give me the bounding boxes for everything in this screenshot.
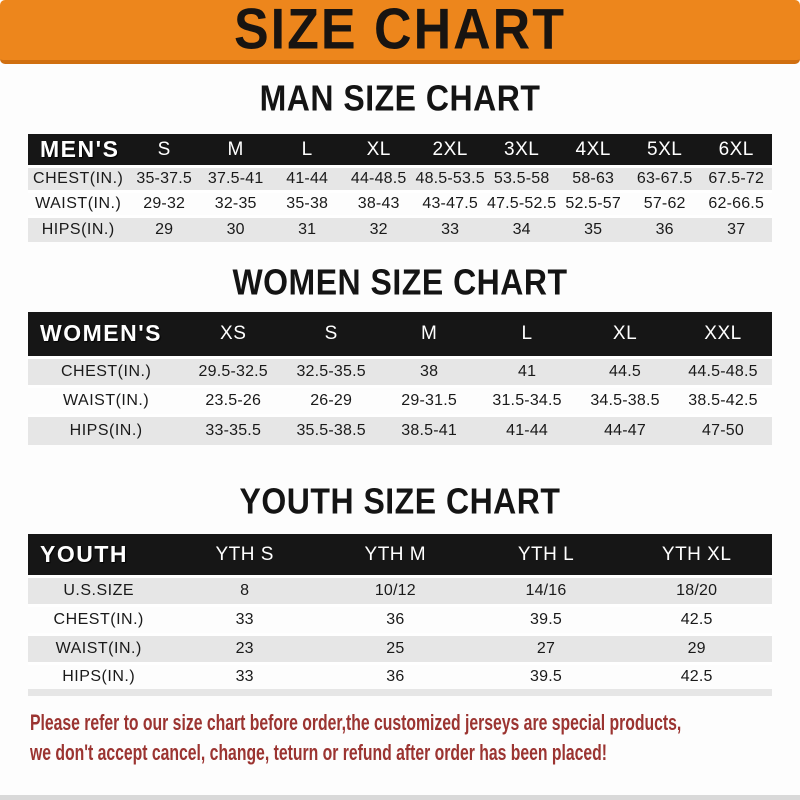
section-title: MAN SIZE CHART <box>259 77 541 119</box>
size-table <box>28 312 772 445</box>
size-value-cell: 36 <box>386 667 405 685</box>
measurement-label: WAIST(IN.) <box>55 639 142 657</box>
size-value-cell: 23.5-26 <box>205 392 262 410</box>
table-header-row <box>28 134 772 167</box>
size-value-cell: 44-47 <box>604 421 646 439</box>
size-value-cell: 36 <box>655 221 674 239</box>
table-group-label: MEN'S <box>28 134 128 167</box>
size-value-cell: 57-62 <box>643 195 686 213</box>
size-value-cell: 48.5-53.5 <box>415 170 485 188</box>
table-header <box>28 134 772 167</box>
order-notice <box>30 708 800 768</box>
size-value-cell: 29-32 <box>143 195 186 213</box>
measurement-row <box>28 663 772 692</box>
size-value-cell: 25 <box>386 639 405 657</box>
size-value-cell: 33 <box>235 610 254 628</box>
size-value-cell: 35 <box>584 221 603 239</box>
size-column-header: XS <box>184 312 282 358</box>
section-title: YOUTH SIZE CHART <box>239 480 561 521</box>
measurement-row <box>28 605 772 634</box>
size-value-cell: 33 <box>441 221 460 239</box>
measurement-label: HIPS(IN.) <box>41 221 115 239</box>
size-column-header: L <box>271 134 343 167</box>
size-value-cell: 33-35.5 <box>205 421 262 439</box>
size-value-cell: 44.5-48.5 <box>688 363 758 381</box>
size-value-cell: 47-50 <box>702 421 744 439</box>
size-table <box>28 134 772 242</box>
size-value-cell: 38 <box>420 363 439 381</box>
size-value-cell: 32 <box>369 221 388 239</box>
measurement-row <box>28 217 772 242</box>
size-value-cell: 39.5 <box>530 667 562 685</box>
size-chart-section <box>28 77 772 242</box>
size-column-header: M <box>380 312 478 358</box>
size-value-cell: 32-35 <box>214 195 257 213</box>
size-value-cell: 52.5-57 <box>565 195 622 213</box>
measurement-label: HIPS(IN.) <box>62 667 136 685</box>
size-value-cell: 26-29 <box>310 392 353 410</box>
size-value-cell: 34 <box>512 221 531 239</box>
size-charts <box>0 77 800 696</box>
size-value-cell: 31 <box>298 221 317 239</box>
size-value-cell: 18/20 <box>676 581 718 599</box>
size-value-cell: 34.5-38.5 <box>590 392 660 410</box>
size-value-cell: 38-43 <box>357 195 400 213</box>
size-value-cell: 30 <box>226 221 245 239</box>
size-value-cell: 62-66.5 <box>708 195 765 213</box>
size-value-cell: 35-38 <box>286 195 329 213</box>
size-column-header: 3XL <box>486 134 558 167</box>
size-value-cell: 8 <box>240 581 250 599</box>
size-column-header: YTH L <box>471 534 622 576</box>
table-group-label: YOUTH <box>28 534 169 576</box>
size-value-cell: 27 <box>536 639 556 657</box>
notice-line-1: Please refer to our size chart before order,the customized jerseys are special products, <box>30 709 682 735</box>
size-column-header: M <box>200 134 272 167</box>
size-value-cell: 63-67.5 <box>636 170 693 188</box>
size-column-header: XXL <box>674 312 772 358</box>
measurement-label: CHEST(IN.) <box>53 610 144 628</box>
size-value-cell: 23 <box>235 639 254 657</box>
measurement-label: HIPS(IN.) <box>69 421 143 439</box>
measurement-label: CHEST(IN.) <box>60 363 152 381</box>
table-header <box>28 534 772 576</box>
size-value-cell: 41-44 <box>286 170 329 188</box>
measurement-row <box>28 634 772 663</box>
size-column-header: S <box>282 312 380 358</box>
size-value-cell: 41 <box>517 363 537 381</box>
size-value-cell: 38.5-41 <box>401 421 457 439</box>
size-value-cell: 47.5-52.5 <box>486 195 557 213</box>
section-title: WOMEN SIZE CHART <box>232 261 568 302</box>
size-column-header: YTH M <box>320 534 471 576</box>
size-value-cell: 42.5 <box>680 610 713 628</box>
bottom-edge-strip <box>0 795 800 800</box>
size-column-header: XL <box>576 312 674 358</box>
table-header <box>28 312 772 358</box>
size-value-cell: 53.5-58 <box>493 170 550 188</box>
measurement-row <box>28 358 772 387</box>
measurement-row <box>28 576 772 605</box>
size-value-cell: 32.5-35.5 <box>296 363 366 381</box>
size-value-cell: 58-63 <box>572 170 615 188</box>
size-value-cell: 14/16 <box>525 581 567 599</box>
banner-title: SIZE CHART <box>234 0 566 62</box>
size-value-cell: 44-48.5 <box>350 170 407 188</box>
measurement-row <box>28 387 772 416</box>
size-value-cell: 41-44 <box>506 421 549 439</box>
size-chart-section <box>28 480 772 696</box>
size-value-cell: 43-47.5 <box>422 195 479 213</box>
measurement-label: CHEST(IN.) <box>33 170 124 188</box>
size-value-cell: 36 <box>386 610 405 628</box>
measurement-label: WAIST(IN.) <box>35 195 122 213</box>
size-value-cell: 31.5-34.5 <box>492 392 562 410</box>
size-column-header: YTH S <box>169 534 320 576</box>
measurement-row <box>28 416 772 445</box>
size-value-cell: 33 <box>235 667 254 685</box>
banner <box>0 0 800 64</box>
size-value-cell: 29-31.5 <box>401 392 457 410</box>
size-value-cell: 39.5 <box>530 610 562 628</box>
size-chart-section <box>28 261 772 445</box>
measurement-label: WAIST(IN.) <box>63 392 150 410</box>
size-column-header: XL <box>343 134 415 167</box>
size-value-cell: 44.5 <box>609 363 641 381</box>
size-column-header: L <box>478 312 576 358</box>
size-column-header: 4XL <box>557 134 629 167</box>
measurement-label: U.S.SIZE <box>63 581 135 599</box>
size-value-cell: 37.5-41 <box>207 170 264 188</box>
size-value-cell: 35.5-38.5 <box>296 421 366 439</box>
measurement-row <box>28 192 772 217</box>
size-column-header: S <box>128 134 200 167</box>
size-value-cell: 29 <box>687 639 706 657</box>
notice-line-2: we don't accept cancel, change, teturn or refund after order has been placed! <box>30 739 608 765</box>
size-column-header: 6XL <box>700 134 772 167</box>
size-value-cell: 42.5 <box>680 667 713 685</box>
size-value-cell: 35-37.5 <box>136 170 193 188</box>
size-value-cell: 38.5-42.5 <box>688 392 758 410</box>
size-value-cell: 10/12 <box>374 581 416 599</box>
measurement-row <box>28 167 772 192</box>
table-header-row <box>28 312 772 358</box>
size-value-cell: 37 <box>727 221 746 239</box>
size-column-header: 2XL <box>414 134 486 167</box>
size-column-header: YTH XL <box>621 534 772 576</box>
table-group-label: WOMEN'S <box>28 312 184 358</box>
size-column-header: 5XL <box>629 134 701 167</box>
size-table <box>28 534 772 696</box>
size-value-cell: 29.5-32.5 <box>198 363 268 381</box>
size-value-cell: 29 <box>155 221 174 239</box>
size-value-cell: 67.5-72 <box>708 170 765 188</box>
table-header-row <box>28 534 772 576</box>
